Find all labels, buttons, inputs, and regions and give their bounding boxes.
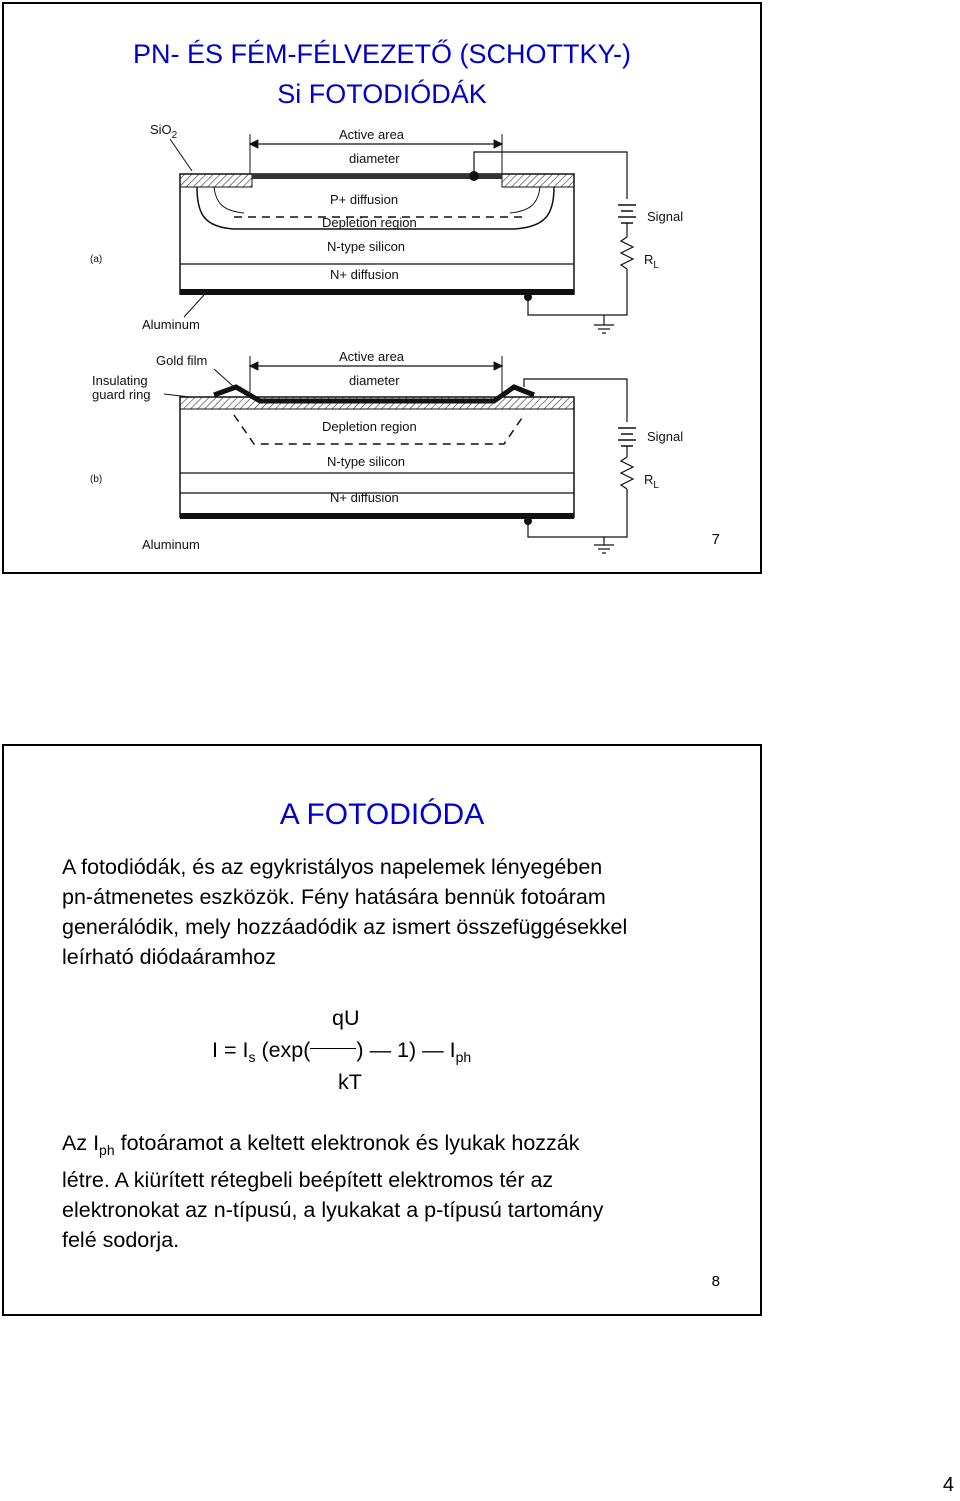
rl-label-b: $R_L$: [644, 472, 659, 491]
slide-8-page-number: 8: [711, 1273, 720, 1290]
n-type-label-b: N-type silicon: [327, 454, 406, 469]
active-area-label-a: Active area: [339, 127, 405, 142]
slide-8: [2, 744, 762, 1316]
explanation-line-3: elektronokat az n-típusú, a lyukakat a p-típusú tartomány: [62, 1198, 604, 1222]
formula-main-line: $I = I_s$ (exp( ) — 1) — $I_{ph}$: [212, 1038, 472, 1065]
sio2-label: SiO$_2$: [150, 122, 178, 141]
diagram-a: [90, 122, 683, 333]
slide-8-title: A FOTODIÓDA: [279, 798, 485, 831]
photodiode-cross-section-figure: [84, 119, 704, 559]
gold-film-label: Gold film: [156, 353, 208, 368]
label-a: (a): [90, 254, 103, 265]
diameter-label-b: diameter: [349, 373, 400, 388]
formula-denominator: kT: [338, 1070, 362, 1094]
n-diffusion-label-b: N+ diffusion: [330, 490, 399, 505]
signal-label-a: Signal: [647, 209, 684, 224]
signal-label-b: Signal: [647, 429, 684, 444]
guard-ring-label: guard ring: [92, 387, 151, 402]
rl-label-a: $R_L$: [644, 252, 659, 271]
depletion-label-a: Depletion region: [322, 215, 417, 230]
p-diffusion-label: P+ diffusion: [330, 192, 399, 207]
aluminum-label-b: Aluminum: [142, 537, 200, 552]
slide-7: [2, 2, 762, 574]
label-b: (b): [90, 474, 103, 485]
depletion-label-b: Depletion region: [322, 419, 417, 434]
n-diffusion-label-a: N+ diffusion: [330, 267, 399, 282]
intro-line-1: A fotodiódák, és az egykristályos napelemek lényegében: [62, 855, 603, 879]
explanation-line-1: Az $I_{ph}$ fotoáramot a keltett elektronok és lyukak hozzák: [62, 1131, 580, 1158]
formula-numerator: qU: [332, 1006, 360, 1030]
explanation-line-4: felé sodorja.: [62, 1228, 180, 1252]
n-type-label-a: N-type silicon: [327, 239, 406, 254]
document-page-number: 4: [942, 1474, 954, 1496]
explanation-paragraph: [62, 1128, 742, 1255]
slide-7-page-number: 7: [711, 531, 720, 548]
aluminum-label-a: Aluminum: [142, 317, 200, 332]
slide-7-title: [4, 34, 760, 114]
diagram-b: [90, 349, 683, 553]
title-line-2: Si FOTODIÓDÁK: [277, 79, 487, 109]
intro-paragraph: [62, 852, 742, 972]
insulating-label: Insulating: [92, 373, 148, 388]
explanation-line-2: létre. A kiürített rétegbeli beépített elektromos tér az: [62, 1168, 554, 1192]
active-area-label-b: Active area: [339, 349, 405, 364]
intro-line-3: generálódik, mely hozzáadódik az ismert összefüggésekkel: [62, 915, 628, 939]
intro-line-4: leírható diódaáramhoz: [62, 945, 276, 969]
diameter-label-a: diameter: [349, 151, 400, 166]
title-line-1: PN- ÉS FÉM-FÉLVEZETŐ (SCHOTTKY-): [132, 39, 632, 69]
intro-line-2: pn-átmenetes eszközök. Fény hatására bennük fotoáram: [62, 885, 606, 909]
